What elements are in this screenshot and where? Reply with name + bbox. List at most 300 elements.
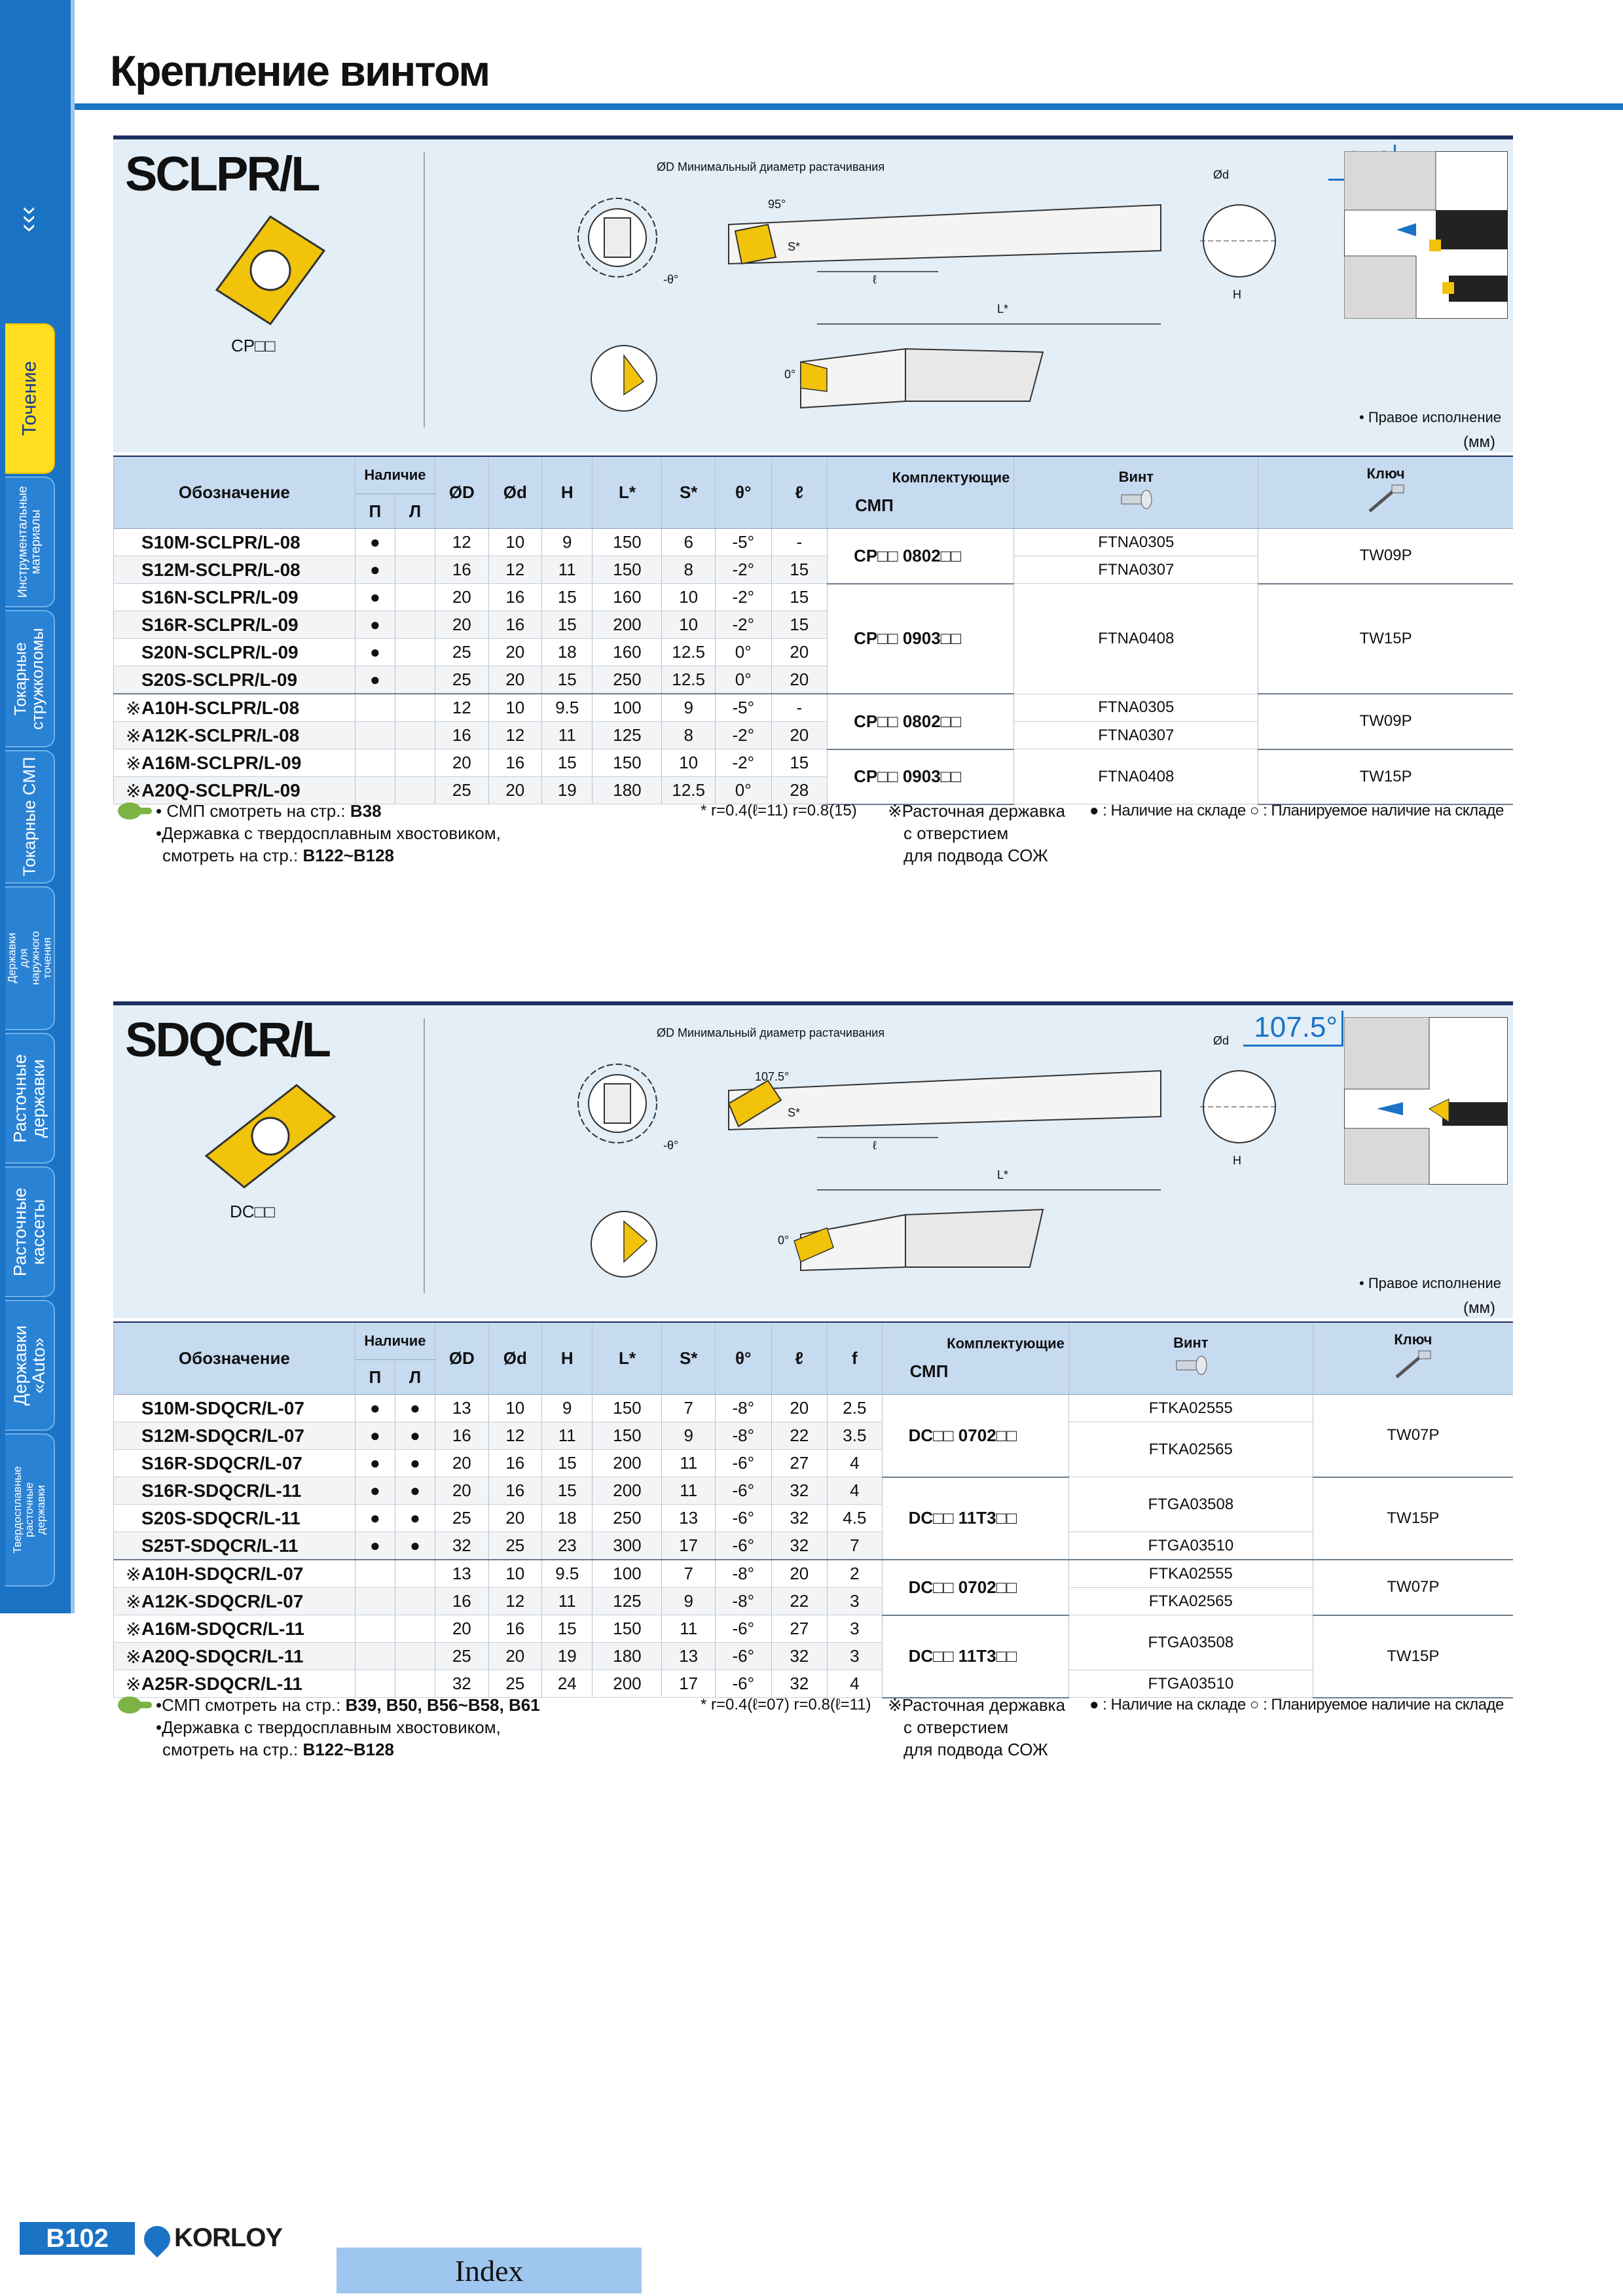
min-bore-label: ØD Минимальный диаметр растачивания [657, 160, 885, 173]
cell-D: 20 [435, 749, 489, 777]
cell-L: 150 [593, 556, 662, 584]
model-title: SDQCR/L [125, 1013, 329, 1067]
cell-D: 16 [435, 556, 489, 584]
cell-d: 16 [488, 749, 542, 777]
cell-ll: 28 [771, 777, 828, 804]
cell-d: 20 [488, 777, 542, 804]
cell-theta: -8° [715, 1560, 771, 1588]
designation-text: S20S-SDQCR/L-11 [141, 1507, 301, 1528]
col-key [1313, 1322, 1513, 1395]
designation-cell [114, 1505, 356, 1532]
col-S: S* [662, 1322, 716, 1395]
designation-cell [114, 584, 356, 611]
col-screw [1068, 1322, 1313, 1395]
cell-ll: 22 [771, 1422, 828, 1450]
screw-cell: FTNA0408 [1014, 749, 1258, 804]
col-insert [828, 456, 1014, 529]
col-d: Ød [488, 456, 542, 529]
korloy-logo-icon [139, 2221, 176, 2258]
panel-divider [424, 1018, 425, 1293]
tab-label: Токарные стружколомы [11, 628, 47, 730]
cell-theta: -2° [715, 722, 771, 749]
cell-r: ● [355, 1422, 395, 1450]
pointer-hand-icon [117, 800, 153, 822]
cell-theta: -6° [715, 1450, 771, 1477]
sdqcr-diagram-panel [113, 1001, 1513, 1318]
cell-ll: 32 [771, 1532, 828, 1560]
holder-drawing [532, 1018, 1383, 1300]
cell-theta: -8° [715, 1422, 771, 1450]
designation-text: S10M-SDQCR/L-07 [141, 1397, 304, 1418]
min-bore-label: ØD Минимальный диаметр растачивания [657, 1026, 885, 1039]
key-cell: TW15P [1258, 584, 1513, 694]
designation-cell [114, 1588, 356, 1615]
cell-r: ● [355, 1505, 395, 1532]
cell-S: 17 [662, 1670, 716, 1698]
radius-note: * r=0.4(ℓ=07) r=0.8(ℓ=11) [701, 1696, 871, 1713]
cell-theta: -5° [715, 529, 771, 556]
panel-divider [424, 152, 425, 427]
tab-label: Державки для наружного точения [5, 931, 53, 986]
cell-S: 10 [662, 611, 716, 639]
cell-l [395, 666, 435, 694]
cell-H: 11 [542, 1422, 593, 1450]
designation-text: A20Q-SCLPR/L-09 [141, 780, 301, 800]
dc-insert-icon [198, 1077, 342, 1195]
cell-D: 12 [435, 529, 489, 556]
col-theta: θ° [715, 1322, 771, 1395]
cell-H: 15 [542, 1615, 593, 1643]
page-number: B102 [20, 2222, 135, 2255]
cell-D: 25 [435, 1505, 489, 1532]
screw-cell: FTGA03508 [1068, 1477, 1313, 1532]
cell-f: 4.5 [828, 1505, 883, 1532]
cell-d: 12 [488, 1588, 542, 1615]
insert-cell: CP□□ 0802□□ [828, 694, 1014, 749]
cell-D: 20 [435, 1615, 489, 1643]
unit-label: (мм) [1463, 433, 1495, 451]
index-button[interactable]: Index [337, 2248, 642, 2293]
insert-cell: DC□□ 0702□□ [882, 1395, 1068, 1477]
col-key [1258, 456, 1513, 529]
cell-H: 23 [542, 1532, 593, 1560]
cell-d: 20 [488, 639, 542, 666]
col-designation: Обозначение [114, 1322, 356, 1395]
cell-ll: 32 [771, 1505, 828, 1532]
insert-ref-link[interactable]: B38 [350, 801, 382, 821]
tab-label: Державки «Auto» [10, 1325, 49, 1406]
cell-ll: 32 [771, 1477, 828, 1505]
col-L: L* [593, 456, 662, 529]
cell-D: 16 [435, 1588, 489, 1615]
screw-cell: FTGA03510 [1068, 1670, 1313, 1698]
cell-theta: -6° [715, 1615, 771, 1643]
cell-H: 11 [542, 1588, 593, 1615]
cell-D: 12 [435, 694, 489, 722]
model-title: SCLPR/L [125, 147, 319, 201]
cell-d: 16 [488, 1615, 542, 1643]
key-cell: TW15P [1258, 749, 1513, 804]
coolant-mark: ※ [126, 780, 141, 801]
cell-l: ● [395, 1505, 435, 1532]
tab-tool-materials[interactable] [5, 476, 55, 607]
cell-theta: -2° [715, 611, 771, 639]
cell-d: 10 [488, 694, 542, 722]
insert-ref-prefix: •СМП смотреть на стр.: [156, 1695, 346, 1715]
screw-cell: FTNA0307 [1014, 722, 1258, 749]
cell-theta: -2° [715, 556, 771, 584]
cell-d: 10 [488, 529, 542, 556]
designation-cell [114, 1477, 356, 1505]
cell-S: 11 [662, 1477, 716, 1505]
cell-l [395, 556, 435, 584]
cell-D: 25 [435, 666, 489, 694]
screw-label: Винт [1118, 469, 1154, 485]
cell-r: ● [355, 1395, 395, 1422]
cell-r [355, 1615, 395, 1643]
carbide-note: •Державка с твердосплавным хвостовиком, [156, 823, 501, 843]
table-row [114, 1615, 1514, 1643]
cell-D: 20 [435, 1450, 489, 1477]
sdqcr-rows [114, 1395, 1514, 1698]
cell-D: 32 [435, 1532, 489, 1560]
cell-S: 6 [662, 529, 716, 556]
cell-theta: -8° [715, 1588, 771, 1615]
coolant-mark: ※ [126, 1646, 141, 1667]
screw-cell: FTGA03508 [1068, 1615, 1313, 1670]
cell-r: ● [355, 666, 395, 694]
designation-cell [114, 611, 356, 639]
cell-S: 13 [662, 1505, 716, 1532]
carbide-pages-link[interactable]: B122~B128 [302, 1740, 394, 1759]
cell-L: 180 [593, 777, 662, 804]
cell-D: 13 [435, 1395, 489, 1422]
screw-cell: FTKA02555 [1068, 1560, 1313, 1588]
brand-logo [144, 2223, 282, 2253]
cell-L: 200 [593, 1670, 662, 1698]
screw-cell: FTNA0305 [1014, 694, 1258, 722]
coolant-mark: ※ [126, 698, 141, 719]
cell-L: 200 [593, 1477, 662, 1505]
brand-name: KORLOY [174, 2223, 283, 2252]
cell-L: 150 [593, 1422, 662, 1450]
carbide-note: •Державка с твердосплавным хвостовиком, [156, 1717, 501, 1737]
page-title: Крепление винтом [110, 46, 490, 95]
cell-d: 20 [488, 1643, 542, 1670]
cell-ll: 22 [771, 1588, 828, 1615]
cell-S: 12.5 [662, 639, 716, 666]
designation-cell [114, 529, 356, 556]
cell-L: 200 [593, 611, 662, 639]
designation-cell [114, 1615, 356, 1643]
back-arrows-icon[interactable]: ‹‹‹ [13, 206, 42, 232]
cell-l [395, 694, 435, 722]
cell-theta: -6° [715, 1670, 771, 1698]
cell-S: 17 [662, 1532, 716, 1560]
cell-D: 16 [435, 722, 489, 749]
cell-l [395, 611, 435, 639]
L-label: L* [997, 302, 1009, 315]
cell-L: 250 [593, 1505, 662, 1532]
key-cell: TW15P [1313, 1477, 1513, 1560]
unit-label: (мм) [1463, 1299, 1495, 1317]
cell-r: ● [355, 1532, 395, 1560]
coolant-line2: с отверстием [903, 1717, 1009, 1737]
cell-r [355, 694, 395, 722]
key-icon [1390, 1348, 1436, 1381]
tab-label: Инструментальные материалы [16, 486, 43, 598]
coolant-note [888, 1694, 1065, 1761]
cell-theta: 0° [715, 777, 771, 804]
cell-S: 13 [662, 1643, 716, 1670]
designation-cell [114, 749, 356, 777]
tab-boring-cassettes[interactable] [5, 1166, 55, 1297]
cell-S: 9 [662, 1422, 716, 1450]
cell-D: 25 [435, 777, 489, 804]
screw-cell: FTGA03510 [1068, 1532, 1313, 1560]
cell-theta: -2° [715, 584, 771, 611]
cell-d: 16 [488, 584, 542, 611]
cell-l: ● [395, 1422, 435, 1450]
col-f: f [828, 1322, 883, 1395]
cell-d: 12 [488, 722, 542, 749]
cell-r: ● [355, 1450, 395, 1477]
cell-ll: 20 [771, 722, 828, 749]
cell-S: 9 [662, 694, 716, 722]
cell-f: 4 [828, 1450, 883, 1477]
cell-l [395, 584, 435, 611]
cell-r: ● [355, 1477, 395, 1505]
l-label: ℓ [873, 273, 877, 286]
cell-l [395, 639, 435, 666]
insert-cell: DC□□ 11T3□□ [882, 1615, 1068, 1698]
lead-angle-label: 107.5° [755, 1070, 790, 1083]
col-D: ØD [435, 456, 489, 529]
designation-cell [114, 1643, 356, 1670]
cell-l: ● [395, 1450, 435, 1477]
cell-D: 16 [435, 1422, 489, 1450]
cell-r: ● [355, 529, 395, 556]
cell-l [395, 1560, 435, 1588]
cell-S: 9 [662, 1588, 716, 1615]
coolant-note [888, 800, 1065, 867]
coolant-line3: для подвода СОЖ [903, 1740, 1048, 1759]
cell-d: 16 [488, 611, 542, 639]
cell-D: 25 [435, 1643, 489, 1670]
screw-cell: FTNA0307 [1014, 556, 1258, 584]
cell-f: 3.5 [828, 1422, 883, 1450]
cell-S: 10 [662, 749, 716, 777]
cell-d: 20 [488, 666, 542, 694]
cell-theta: -6° [715, 1532, 771, 1560]
screw-cell: FTKA02555 [1068, 1395, 1313, 1422]
cell-r [355, 749, 395, 777]
cell-H: 15 [542, 1477, 593, 1505]
tab-label: Расточные державки [10, 1054, 49, 1143]
cell-l [395, 1588, 435, 1615]
tab-carbide-boring-bars[interactable] [5, 1433, 55, 1587]
cell-r [355, 1560, 395, 1588]
tab-turning[interactable] [5, 323, 55, 474]
designation-cell [114, 666, 356, 694]
cell-H: 15 [542, 1450, 593, 1477]
cell-l [395, 1615, 435, 1643]
cell-r: ● [355, 584, 395, 611]
cell-H: 9.5 [542, 1560, 593, 1588]
cell-theta: -6° [715, 1477, 771, 1505]
col-H: H [542, 1322, 593, 1395]
col-stock-right: П [355, 1360, 395, 1395]
components-label: Комплектующие [947, 1335, 1065, 1352]
holder-drawing [532, 152, 1383, 434]
designation-cell [114, 1560, 356, 1588]
designation-text: S20S-SCLPR/L-09 [141, 669, 298, 690]
col-D: ØD [435, 1322, 489, 1395]
cell-theta: 0° [715, 639, 771, 666]
table-row [114, 1532, 1514, 1560]
application-sketch [1344, 1017, 1508, 1185]
coolant-line3: для подвода СОЖ [903, 846, 1048, 865]
coolant-mark: ※ [126, 1564, 141, 1585]
tab-chipbreakers[interactable] [5, 610, 55, 747]
coolant-mark: ※ [126, 725, 141, 746]
h-label: H [1233, 288, 1241, 301]
right-hand-note: • Правое исполнение [1359, 1275, 1501, 1291]
col-stock: Наличие [355, 456, 435, 494]
lead-angle-label: 95° [768, 198, 786, 211]
designation-text: S16N-SCLPR/L-09 [141, 586, 299, 607]
cell-H: 19 [542, 1643, 593, 1670]
s-label: S* [788, 1106, 801, 1119]
designation-cell [114, 1450, 356, 1477]
cell-H: 15 [542, 749, 593, 777]
table-row [114, 749, 1514, 777]
cell-L: 200 [593, 1450, 662, 1477]
table-row [114, 584, 1514, 611]
cell-D: 25 [435, 639, 489, 666]
key-cell: TW09P [1258, 694, 1513, 749]
cell-S: 12.5 [662, 777, 716, 804]
designation-text: S12M-SDQCR/L-07 [141, 1425, 304, 1446]
tab-auto-holders[interactable] [5, 1300, 55, 1431]
cell-H: 15 [542, 666, 593, 694]
cell-H: 9 [542, 529, 593, 556]
title-rule [75, 103, 1623, 110]
col-insert [882, 1322, 1068, 1395]
cell-theta: -6° [715, 1643, 771, 1670]
cell-L: 100 [593, 1560, 662, 1588]
designation-text: S16R-SDQCR/L-07 [141, 1452, 302, 1473]
coolant-line2: с отверстием [903, 823, 1009, 843]
designation-cell [114, 1422, 356, 1450]
col-theta: θ° [715, 456, 771, 529]
zero-label: 0° [778, 1234, 790, 1247]
application-sketch [1344, 151, 1508, 319]
col-screw [1014, 456, 1258, 529]
cell-theta: -5° [715, 694, 771, 722]
cell-l [395, 722, 435, 749]
key-cell: TW07P [1313, 1560, 1513, 1615]
cell-ll: 15 [771, 556, 828, 584]
table-row [114, 1477, 1514, 1505]
cell-ll: 20 [771, 1395, 828, 1422]
cell-D: 20 [435, 584, 489, 611]
key-label: Ключ [1394, 1331, 1432, 1348]
insert-ref-link[interactable]: B39, B50, B56~B58, B61 [345, 1695, 540, 1715]
table-row [114, 694, 1514, 722]
col-S: S* [662, 456, 716, 529]
tab-label: Токарные СМП [19, 757, 39, 877]
cell-ll: 15 [771, 584, 828, 611]
cell-L: 150 [593, 1395, 662, 1422]
cell-H: 18 [542, 1505, 593, 1532]
designation-text: S20N-SCLPR/L-09 [141, 641, 299, 662]
table-row [114, 1588, 1514, 1615]
carbide-pages-link[interactable]: B122~B128 [302, 846, 394, 865]
cell-S: 8 [662, 722, 716, 749]
cell-d: 12 [488, 556, 542, 584]
tab-external-holders[interactable] [5, 886, 55, 1030]
cell-H: 9 [542, 1395, 593, 1422]
cell-l [395, 749, 435, 777]
cell-ll: 20 [771, 1560, 828, 1588]
designation-text: S25T-SDQCR/L-11 [141, 1535, 299, 1556]
L-label: L* [997, 1168, 1009, 1181]
table-row [114, 1422, 1514, 1450]
cell-d: 10 [488, 1395, 542, 1422]
key-cell: TW09P [1258, 529, 1513, 584]
cell-d: 16 [488, 1477, 542, 1505]
tab-boring-bars[interactable] [5, 1033, 55, 1164]
designation-text: A10H-SCLPR/L-08 [141, 697, 300, 718]
screw-cell: FTNA0408 [1014, 584, 1258, 694]
cell-l: ● [395, 1477, 435, 1505]
key-label: Ключ [1366, 465, 1405, 482]
cell-H: 15 [542, 611, 593, 639]
designation-text: S16R-SDQCR/L-11 [141, 1480, 302, 1501]
cell-d: 10 [488, 1560, 542, 1588]
cell-L: 150 [593, 1615, 662, 1643]
cell-f: 4 [828, 1670, 883, 1698]
screw-cell: FTKA02565 [1068, 1588, 1313, 1615]
designation-text: A12K-SDQCR/L-07 [141, 1590, 304, 1611]
insert-cell: DC□□ 11T3□□ [882, 1477, 1068, 1560]
cell-theta: 0° [715, 666, 771, 694]
col-H: H [542, 456, 593, 529]
sclpr-spec-table [113, 456, 1513, 805]
col-stock-right: П [355, 494, 395, 529]
stock-legend: ● : Наличие на складе ○ : Планируемое наличие на складе [1089, 802, 1504, 819]
pointer-hand-icon [117, 1694, 153, 1716]
insert-cell: DC□□ 0702□□ [882, 1560, 1068, 1615]
cell-r: ● [355, 639, 395, 666]
cell-L: 180 [593, 1643, 662, 1670]
coolant-mark: ※ [126, 1619, 141, 1640]
cell-d: 16 [488, 1450, 542, 1477]
cell-f: 7 [828, 1532, 883, 1560]
tab-turning-inserts[interactable] [5, 750, 55, 884]
cell-r [355, 1588, 395, 1615]
insert-ref-prefix: • СМП смотреть на стр.: [156, 801, 350, 821]
cell-r [355, 1643, 395, 1670]
od-label: Ød [1213, 168, 1230, 181]
designation-text: A12K-SCLPR/L-08 [141, 725, 300, 745]
s-label: S* [788, 240, 801, 253]
cell-d: 25 [488, 1670, 542, 1698]
cell-d: 12 [488, 1422, 542, 1450]
insert-cell: CP□□ 0802□□ [828, 529, 1014, 584]
designation-text: A10H-SDQCR/L-07 [141, 1563, 304, 1584]
